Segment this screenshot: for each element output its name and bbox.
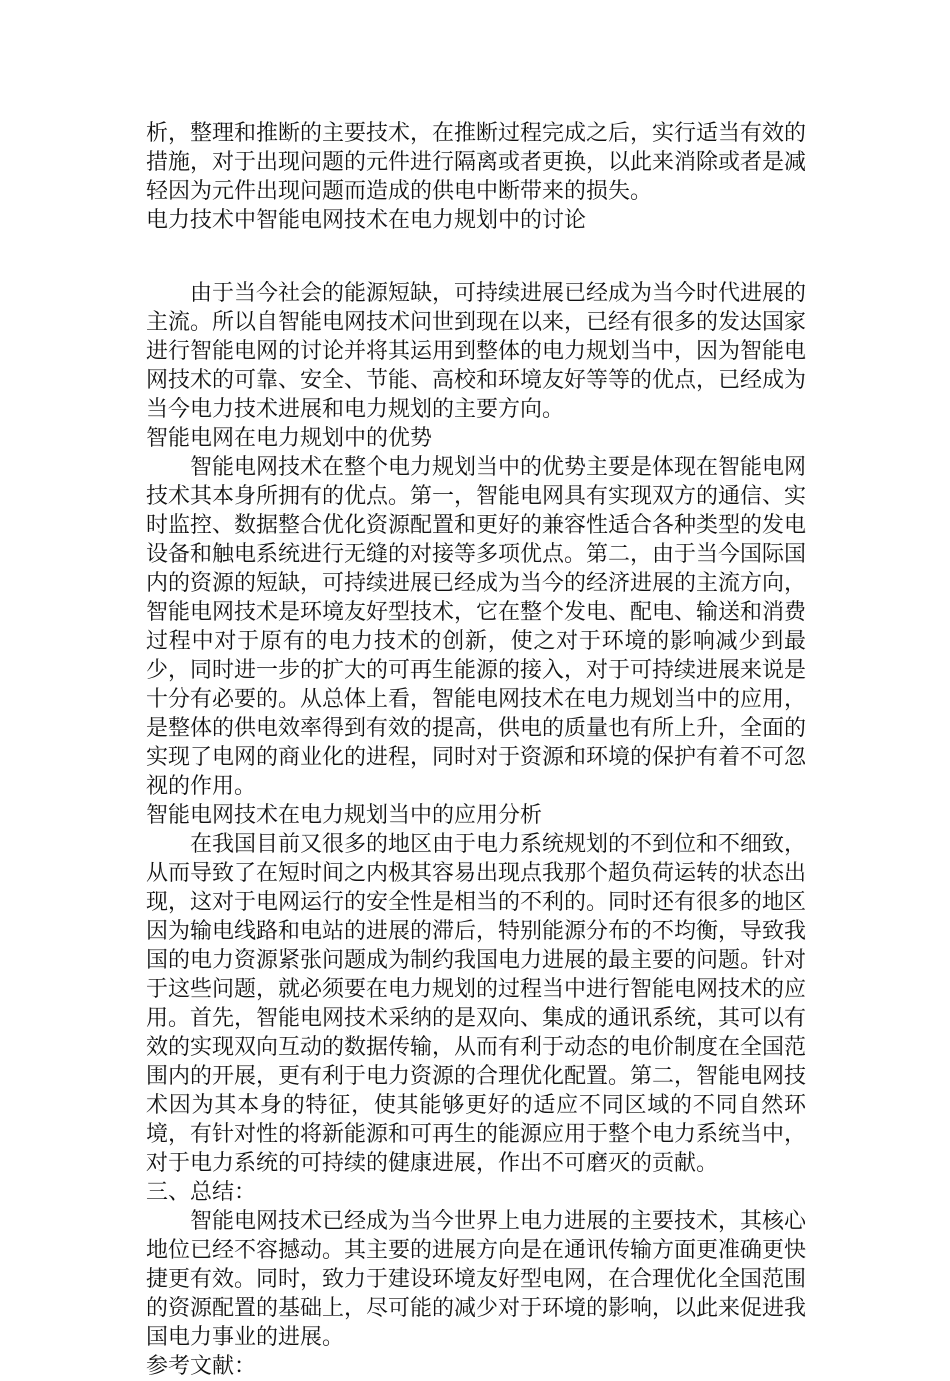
paragraph-summary: 智能电网技术已经成为当今世界上电力进展的主要技术，其核心地位已经不容撼动。其主要的进展方向是在通讯传输方面更准确更快捷更有效。同时，致力于建设环境友好型电网，在合理优化全国范围的资源配置的基础上，尽可能的减少对于环境的影响，以此来促进我国电力事业的进展。: [146, 1209, 807, 1350]
section-heading-research: 电力技术中智能电网技术在电力规划中的讨论: [146, 208, 587, 233]
paragraph-application: 在我国目前又很多的地区由于电力系统规划的不到位和不细致，从而导致了在短时间之内极其容易出现点我那个超负荷运转的状态出现，这对于电网运行的安全性是相当的不利的。同时还有很多的地区因为输电线路和电站的进展的滞后，特别能源分布的不均衡，导致我国的电力资源紧张问题成为制约我国电力进展的最主要的问题。针对于这些问题，就必须要在电力规划的过程当中进行智能电网技术的应用。首先，智能电网技术采纳的是双向、集成的通讯系统，其可以有效的实现双向互动的数据传输，从而有利于动态的电价制度在全国范围内的开展，更有利于电力资源的合理优化配置。第二，智能电网技术因为其本身的特征，使其能够更好的适应不同区域的不同自然环境，有针对性的将新能源和可再生的能源应用于整个电力系统当中，对于电力系统的可持续的健康进展，作出不可磨灭的贡献。: [146, 832, 807, 1176]
paragraph-continuation: 析，整理和推断的主要技术，在推断过程完成之后，实行适当有效的措施，对于出现问题的元件进行隔离或者更换，以此来消除或者是减轻因为元件出现问题而造成的供电中断带来的损失。: [146, 121, 807, 204]
paragraph-advantages: 智能电网技术在整个电力规划当中的优势主要是体现在智能电网技术其本身所拥有的优点。第一，智能电网具有实现双方的通信、实时监控、数据整合优化资源配置和更好的兼容性适合各种类型的发电设备和触电系统进行无缝的对接等多项优点。第二，由于当今国际国内的资源的短缺，可持续进展已经成为当今的经济进展的主流方向，智能电网技术是环境友好型技术，它在整个发电、配电、输送和消费过程中对于原有的电力技术的创新，使之对于环境的影响减少到最少，同时进一步的扩大的可再生能源的接入，对于可持续进展来说是十分有必要的。从总体上看，智能电网技术在电力规划当中的应用，是整体的供电效率得到有效的提高，供电的质量也有所上升，全面的实现了电网的商业化的进程，同时对于资源和环境的保护有着不可忽视的作用。: [146, 455, 807, 799]
section-heading-summary: 三、总结：: [146, 1180, 257, 1205]
section-heading-references: 参考文献：: [146, 1354, 257, 1379]
blank-line: [146, 235, 806, 279]
document-body: [146, 119, 806, 1381]
section-heading-application: 智能电网技术在电力规划当中的应用分析: [146, 803, 543, 828]
section-heading-advantages: 智能电网在电力规划中的优势: [146, 426, 433, 451]
paragraph-research: 由于当今社会的能源短缺，可持续进展已经成为当今时代进展的主流。所以自智能电网技术问世到现在以来，已经有很多的发达国家进行智能电网的讨论并将其运用到整体的电力规划当中，因为智能电网技术的可靠、安全、节能、高校和环境友好等等的优点，已经成为当今电力技术进展和电力规划的主要方向。: [146, 281, 807, 422]
